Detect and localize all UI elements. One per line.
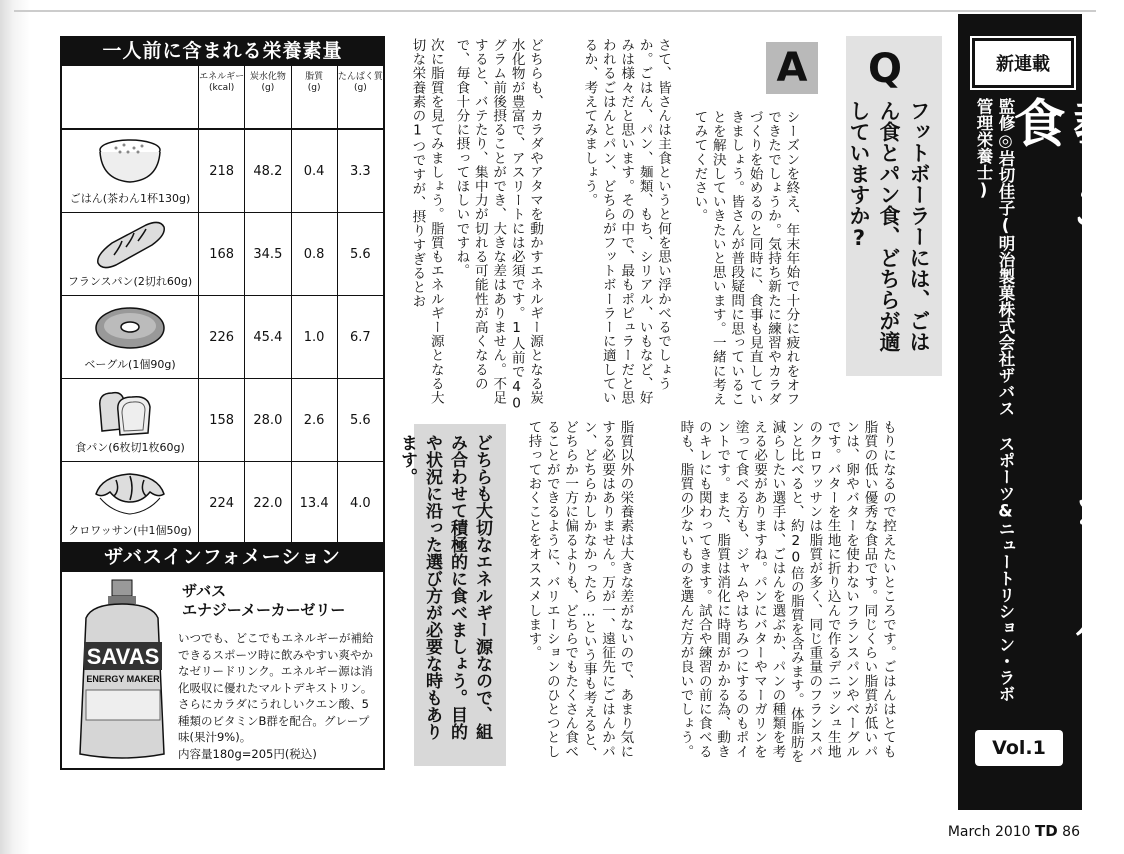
header-energy (199, 66, 245, 128)
jelly-pouch-icon (72, 578, 172, 764)
answer-badge: A (766, 42, 818, 94)
carbs-cell: 22.0 (245, 462, 291, 544)
protein-cell: 3.3 (350, 163, 371, 179)
nutrition-table-panel (60, 36, 385, 546)
info-title: ザバスインフォメーション (60, 542, 385, 572)
baguette-icon (92, 219, 168, 271)
pouch-brand-text: SAVAS (86, 644, 160, 669)
food-name: 食パン(6枚切1枚60g) (75, 441, 185, 454)
fat-cell: 0.8 (292, 213, 338, 295)
issue-date: March 2010 (947, 824, 1031, 840)
article-column-6: 脂質以外の栄養素は大きな差がないので、あまり気にする必要はありません。万が一、遠征先にごはんかパン、どちらかしかなかったら…という事も考えると、どちらか一方に偏るよりも、どちらでもたくさん食べることができるように、バリエーションのひとつとして持っておくことをオススメします。 (525, 420, 634, 761)
fat-cell: 2.6 (292, 379, 338, 461)
article-column-4: 次に脂質を見てみましょう。脂質もエネルギー源となる大切な栄養素の1つですが、摂りすぎるとお (409, 38, 444, 405)
nutrition-table (60, 66, 385, 546)
volume-badge: Vol.1 (975, 730, 1063, 766)
header-protein (338, 66, 383, 128)
carbs-cell: 28.0 (245, 379, 291, 461)
table-row (62, 130, 383, 213)
protein-cell: 6.7 (350, 329, 371, 345)
bread-slice-icon (92, 385, 168, 437)
info-box (60, 572, 385, 770)
header-label: 炭水化物 (249, 72, 286, 82)
header-unit: (kcal) (209, 83, 235, 93)
fat-cell: 13.4 (292, 462, 338, 544)
croissant-icon (92, 468, 168, 520)
question-panel (846, 36, 942, 376)
rice-bowl-icon (92, 136, 168, 186)
energy-cell: 168 (199, 213, 245, 295)
info-panel (60, 542, 385, 772)
page-number: 86 (1062, 824, 1080, 840)
magazine-name: TD (1035, 822, 1058, 840)
table-row (62, 379, 383, 462)
product-description (178, 630, 378, 762)
product-name-line2: エナジーメーカーゼリー (182, 601, 346, 619)
food-name: クロワッサン(中1個50g) (68, 524, 192, 537)
carbs-cell: 45.4 (245, 296, 291, 378)
page-title (1004, 96, 1124, 656)
protein-cell: 5.6 (350, 246, 371, 262)
energy-cell: 226 (199, 296, 245, 378)
food-cell (62, 296, 199, 378)
fat-cell: 0.4 (292, 130, 338, 212)
nutrition-table-title: 一人前に含まれる栄養素量 (60, 36, 385, 66)
energy-cell: 158 (199, 379, 245, 461)
product-price: 内容量180g=205円(税込) (178, 746, 317, 761)
food-name: ごはん(茶わん1杯130g) (69, 192, 191, 205)
supervisor-credit (972, 98, 1016, 718)
question-badge: Q (868, 46, 903, 92)
header-label: エネルギー (199, 72, 245, 82)
protein-cell: 4.0 (350, 495, 371, 511)
header-label: 脂質 (305, 72, 324, 82)
article-column-2: さて、皆さんは主食というと何を思い浮かべるでしょうか。ごはん、パン、麺類、もち、シリアル、いもなど、好みは様々だと思います。その中で、最もポピュラーだと思われるごはんとパン、どちらがフットボーラーに適しているか、考えてみましょう。 (581, 38, 672, 405)
supervisor-line2: ザバス スポーツ&ニュートリション・ラボ 管理栄養士) (974, 98, 1015, 702)
header-fat (292, 66, 338, 128)
food-cell (62, 462, 199, 544)
table-row (62, 296, 383, 379)
page-footer (948, 822, 1080, 840)
protein-cell: 5.6 (350, 412, 371, 428)
article-column-5: もりになるので控えたいところです。ごはんはとても脂質の低い優秀な食品です。同じくらい脂質が低いパンは、卵やバターを使わないフランスパンやベーグルです。バターを生地に折り込んで作るデニッシュ生地のクロワッサンは脂質が多く、同じ重量のフランスパンと比べると、約20倍の脂質を含みます。体脂肪を減らしたい選手は、ごはんを選ぶか、パンの種類を考える必要がありますね。パンにバターやマーガリンを塗って食べる方も、ジャムやはちみつにするのもポイントです。また、脂質は消化に時間がかかる為、動きのキレにも関わってきます。試合や練習の前に食べる時も、脂質の少ないものを選んだ方が良いでしょう。 (677, 420, 896, 764)
question-text (844, 100, 934, 370)
carbs-cell: 48.2 (245, 130, 291, 212)
article-column-1: シーズンを終え、年末年始で十分に疲れをオフできたでしょうか。気持ち新たに練習やカラダづくりを始めるのと同時に、食事も見直していきましょう。皆さんが普段疑問に思っていることを解決していきたいと思います。一緒に考えてみてください。 (691, 110, 800, 407)
header-unit: (g) (307, 83, 321, 93)
bagel-icon (92, 302, 168, 354)
title-line1: 教えて! (1064, 96, 1124, 320)
food-cell (62, 379, 199, 461)
table-header (62, 66, 383, 130)
food-cell (62, 130, 199, 212)
energy-cell: 224 (199, 462, 245, 544)
supervisor-line1: 監修◎岩切佳子(明治製菓株式会社 (996, 98, 1015, 367)
carbs-cell: 34.5 (245, 213, 291, 295)
title-line2: フットボール食 (1004, 96, 1124, 644)
header-label: たんぱく質 (337, 72, 383, 82)
question-line2: 食とパン食、どちらが適して (847, 100, 901, 352)
table-row (62, 462, 383, 544)
callout-text: どちらも大切なエネルギー源なので、組み合わせて積極的に食べましょう。目的や状況に沿った選び方が必要な時もあります。 (397, 434, 492, 740)
article-column-3: どちらも、カラダやアタマを動かすエネルギー源となる炭水化物が豊富で、アスリートには必須です。1人前で40グラム前後摂ることができ、大きな差はありません。不足すると、バテたり、集中力が切れる可能性が高くなるので、毎食十分に摂ってほしいですね。 (453, 38, 544, 412)
header-carbs (245, 66, 291, 128)
product-description-text: いつでも、どこでもエネルギーが補給できるスポーツ時に飲みやすい爽やかなゼリードリンク。エネルギー源は消化吸収に優れたマルトデキストリン。さらにカラダにうれしいクエン酸、5種類のビタミンB群を配合。グレープ味(果汁9%)。 (178, 631, 374, 744)
new-series-badge: 新連載 (972, 38, 1074, 88)
energy-cell: 218 (199, 130, 245, 212)
food-name: フランスパン(2切れ60g) (67, 275, 193, 288)
pouch-sub-text: ENERGY MAKER (86, 674, 160, 684)
header-unit: (g) (261, 83, 275, 93)
question-line1: フットボーラーには、ごはん (877, 100, 931, 352)
food-name: ベーグル(1個90g) (84, 358, 176, 371)
top-rule (14, 10, 1096, 12)
food-header-cell (62, 66, 199, 128)
table-row (62, 213, 383, 296)
question-line3: いますか? (847, 142, 871, 250)
product-name-line1: ザバス (182, 582, 227, 600)
product-name (182, 582, 345, 620)
header-unit: (g) (354, 83, 367, 93)
fat-cell: 1.0 (292, 296, 338, 378)
food-cell (62, 213, 199, 295)
callout-box (397, 424, 506, 766)
